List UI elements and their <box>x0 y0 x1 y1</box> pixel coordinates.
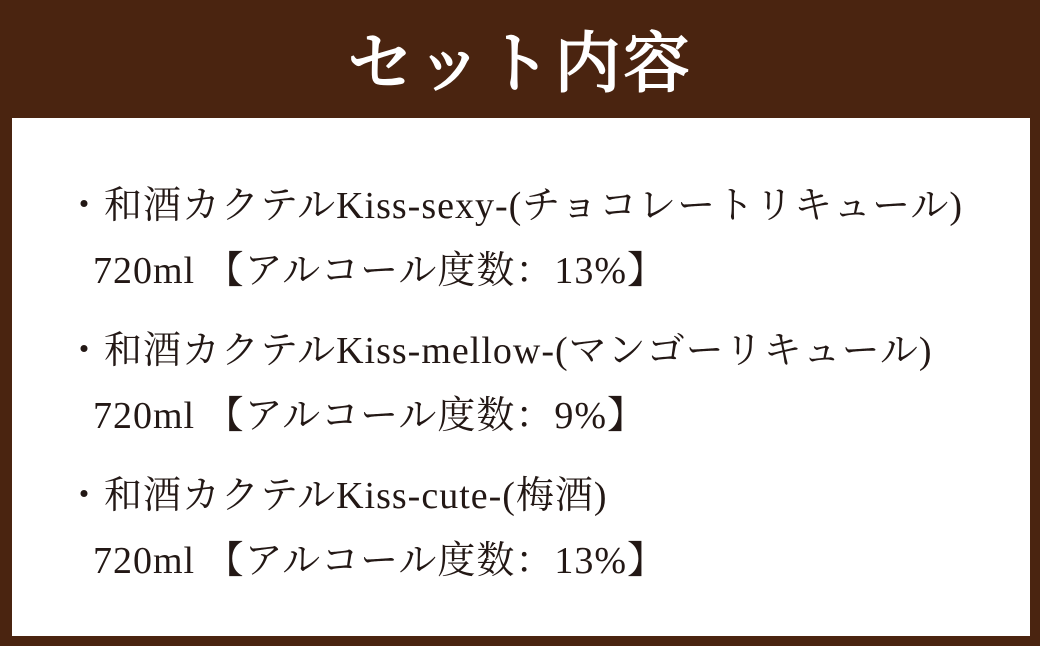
set-item-3 <box>65 476 1010 581</box>
item-name: ・和酒カクテルKiss-mellow-(マンゴーリキュール) <box>65 330 933 372</box>
header-banner <box>0 0 1040 118</box>
item-volume-abv: 720ml 【アルコール度数：13%】 <box>93 250 666 292</box>
item-name: ・和酒カクテルKiss-sexy-(チョコレートリキュール) <box>65 185 964 227</box>
header-title: セット内容 <box>347 26 693 100</box>
item-volume-abv: 720ml 【アルコール度数：9%】 <box>93 395 646 437</box>
item-name: ・和酒カクテルKiss-cute-(梅酒) <box>65 475 608 517</box>
item-volume-abv: 720ml 【アルコール度数：13%】 <box>93 540 666 582</box>
set-item-1 <box>65 186 1010 291</box>
set-item-2 <box>65 331 1010 436</box>
set-contents-panel <box>12 118 1030 636</box>
